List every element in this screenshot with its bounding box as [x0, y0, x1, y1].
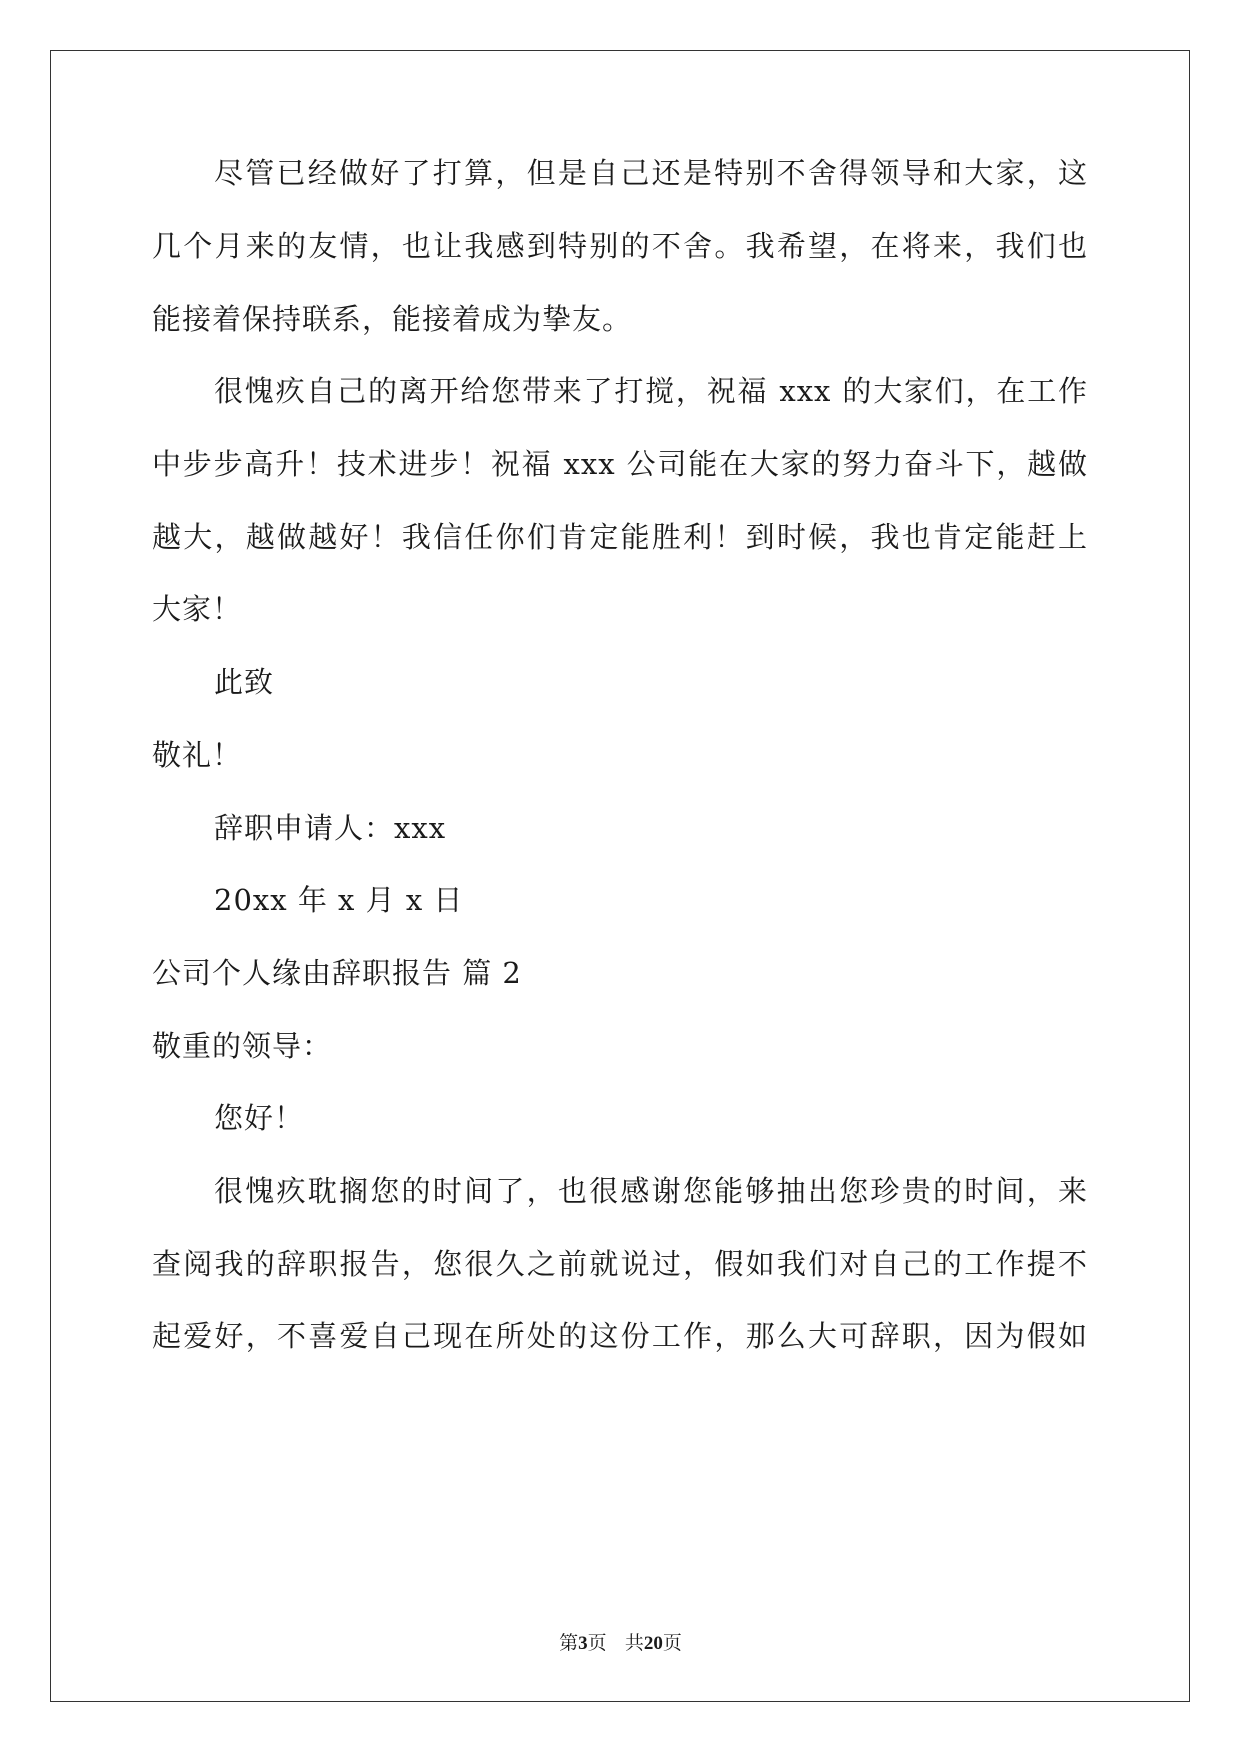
footer-total-prefix: 共: [624, 1632, 644, 1654]
greeting-recipient: 敬重的领导：: [152, 1029, 333, 1063]
paragraph-line: 尽管已经做好了打算，但是自己还是特别不舍得领导和大家，这: [214, 156, 1088, 190]
paragraph-line: 很愧疚耽搁您的时间了，也很感谢您能够抽出您珍贵的时间，来: [214, 1174, 1088, 1208]
page-footer: [0, 1630, 1241, 1657]
section-heading: 公司个人缘由辞职报告 篇 2: [152, 956, 522, 990]
footer-page-suffix: 页: [587, 1632, 607, 1654]
page-border: [50, 50, 1190, 1702]
paragraph-line: 很愧疚自己的离开给您带来了打搅，祝福 xxx 的大家们，在工作: [214, 374, 1088, 408]
greeting: 您好！: [214, 1101, 305, 1135]
paragraph-line: 起爱好，不喜爱自己现在所处的这份工作，那么大可辞职，因为假如: [152, 1319, 1088, 1353]
closing-salutation: 此致: [214, 665, 275, 699]
footer-total-suffix: 页: [662, 1632, 682, 1654]
paragraph-line: 大家！: [152, 592, 243, 626]
paragraph-line: 能接着保持联系，能接着成为挚友。: [152, 302, 633, 336]
paragraph-line: 中步步高升！技术进步！祝福 xxx 公司能在大家的努力奋斗下，越做: [152, 447, 1088, 481]
paragraph-line: 几个月来的友情，也让我感到特别的不舍。我希望，在将来，我们也: [152, 229, 1088, 263]
applicant-signature: 辞职申请人：xxx: [214, 811, 447, 845]
paragraph-line: 查阅我的辞职报告，您很久之前就说过，假如我们对自己的工作提不: [152, 1247, 1088, 1281]
footer-prefix: 第: [559, 1632, 579, 1654]
date-line: 20xx 年 x 月 x 日: [214, 883, 464, 917]
closing-regards: 敬礼！: [152, 738, 243, 772]
paragraph-line: 越大，越做越好！我信任你们肯定能胜利！到时候，我也肯定能赶上: [152, 520, 1088, 554]
footer-total-pages: 20: [643, 1633, 663, 1654]
footer-page-number: 3: [578, 1633, 588, 1654]
